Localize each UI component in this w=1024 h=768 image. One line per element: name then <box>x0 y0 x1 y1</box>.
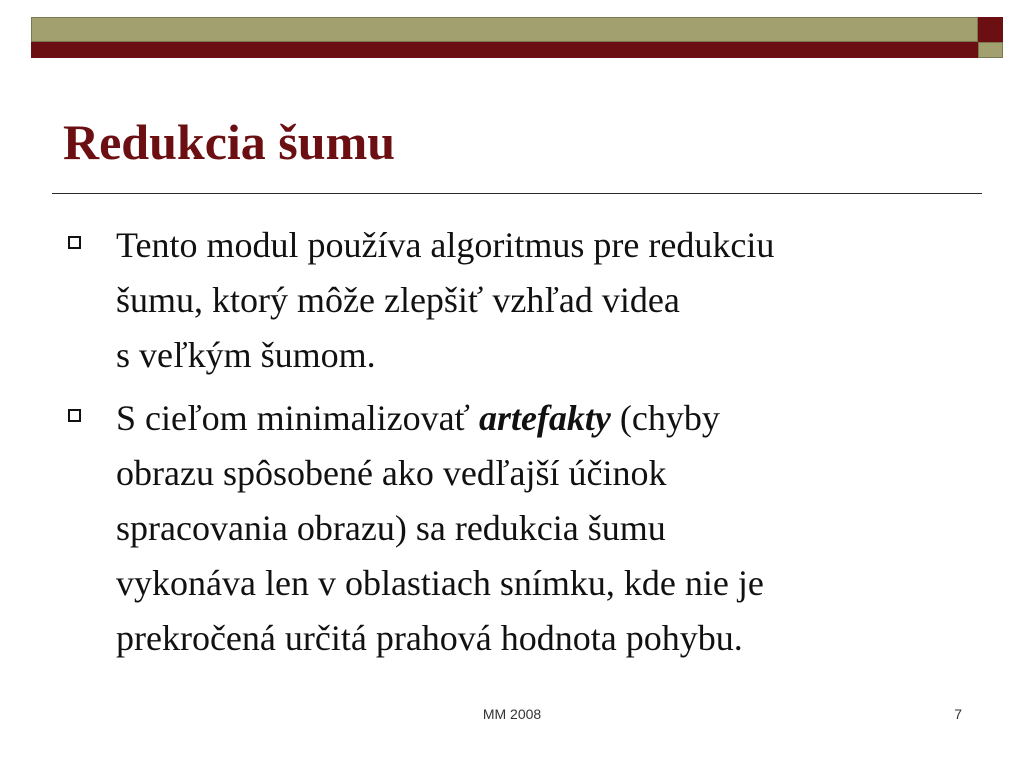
header-bar-olive <box>31 17 978 42</box>
emphasized-term: artefakty <box>478 398 611 438</box>
hollow-square-bullet-icon <box>68 236 81 249</box>
bullet-line: vykonáva len v oblastiach snímku, kde nie je <box>116 563 764 603</box>
bullet-text-segment: (chyby <box>610 398 720 438</box>
header-corner-square-olive <box>978 42 1003 58</box>
bullet-line: s veľkým šumom. <box>116 335 376 375</box>
bullet-text-segment: S cieľom minimalizovať <box>116 398 479 438</box>
hollow-square-bullet-icon <box>68 409 81 422</box>
header-corner-square-maroon <box>978 17 1003 42</box>
bullet-line <box>116 391 962 446</box>
header-bar-maroon <box>31 42 978 58</box>
footer-text: MM 2008 <box>482 706 542 722</box>
bullet-line: obrazu spôsobené ako vedľajší účinok <box>116 453 667 493</box>
slide-title: Redukcia šumu <box>63 114 396 170</box>
page-number: 7 <box>954 706 962 722</box>
bullet-line: prekročená určitá prahová hodnota pohybu. <box>116 618 743 658</box>
bullet-line: šumu, ktorý môže zlepšiť vzhľad videa <box>116 280 680 320</box>
bullet-line: Tento modul používa algoritmus pre redukciu <box>116 225 775 265</box>
bullet-line: spracovania obrazu) sa redukcia šumu <box>116 508 666 548</box>
title-divider <box>52 193 982 194</box>
bullet-list <box>62 218 962 666</box>
bullet-item <box>62 391 962 666</box>
bullet-item <box>62 218 962 383</box>
